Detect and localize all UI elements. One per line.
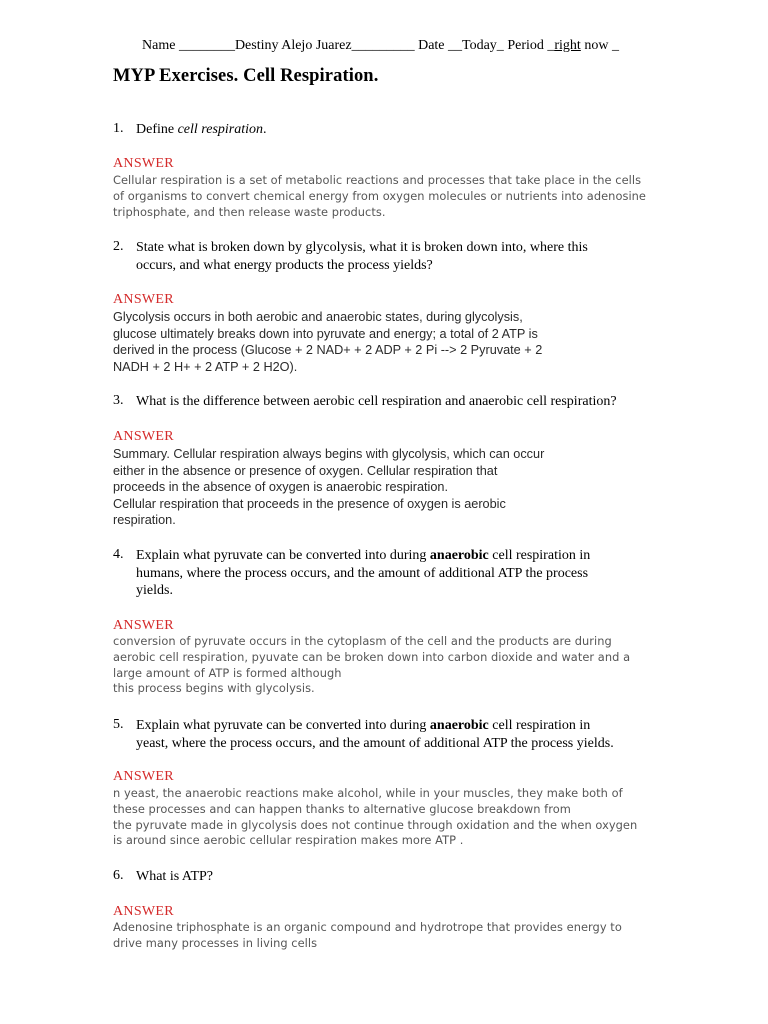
answer-line: of organisms to convert chemical energy from oxygen molecules or nutrients into adenosine xyxy=(113,188,646,203)
question-line: occurs, and what energy products the process yields? xyxy=(136,257,433,273)
answer-line: triphosphate, and then release waste products. xyxy=(113,204,386,219)
answer-text xyxy=(113,920,622,952)
question-text xyxy=(136,121,267,139)
question-number: 5. xyxy=(113,717,124,732)
name-blank-after: _________ xyxy=(351,38,415,53)
answer-line: large amount of ATP is formed although xyxy=(113,665,342,680)
question-line: State what is broken down by glycolysis, what it is broken down into, where this xyxy=(136,240,588,255)
question-text-part: Explain what pyruvate can be converted into during xyxy=(136,718,430,733)
answer-label: ANSWER xyxy=(113,769,174,784)
question-text-part: cell respiration in xyxy=(488,718,591,733)
answer-label: ANSWER xyxy=(113,429,174,444)
question-text xyxy=(136,547,590,600)
answer-text xyxy=(113,786,637,849)
question-line: yields. xyxy=(136,583,173,598)
question-number: 3. xyxy=(113,393,124,408)
answer-text xyxy=(113,309,542,375)
period-pre: _ xyxy=(547,38,555,53)
answer-text xyxy=(113,173,646,220)
question-line: yeast, where the process occurs, and the amount of additional ATP the process yields. xyxy=(136,735,614,751)
answer-line: Cellular respiration that proceeds in the presence of oxygen is aerobic xyxy=(113,496,506,511)
student-name: Destiny Alejo Juarez xyxy=(234,38,352,53)
question-text-part: Explain what pyruvate can be converted into during xyxy=(136,548,430,563)
answer-line: Glycolysis occurs in both aerobic and anaerobic states, during glycolysis, xyxy=(113,310,523,324)
question-text-part: cell respiration in xyxy=(488,548,591,563)
name-blank-before: ________ xyxy=(178,38,235,53)
question-text xyxy=(136,717,614,752)
answer-line: Summary. Cellular respiration always begins with glycolysis, which can occur xyxy=(113,447,545,461)
answer-label: ANSWER xyxy=(113,292,174,307)
date-label: Date xyxy=(418,38,445,53)
question-text-part: Define xyxy=(136,122,178,137)
answer-line: conversion of pyruvate occurs in the cytoplasm of the cell and the products are during xyxy=(113,634,612,648)
date-value: __Today_ xyxy=(448,38,504,53)
answer-line: NADH + 2 H+ + 2 ATP + 2 H2O). xyxy=(113,359,298,374)
question-number: 1. xyxy=(113,121,124,136)
answer-line: aerobic cell respiration, pyuvate can be broken down into carbon dioxide and water and a xyxy=(113,649,631,664)
answer-line: glucose ultimately breaks down into pyruvate and energy; a total of 2 ATP is xyxy=(113,326,538,341)
question-bold-term: anaerobic xyxy=(429,718,489,733)
period-value: right xyxy=(554,38,581,53)
answer-line: respiration. xyxy=(113,513,176,527)
answer-text xyxy=(113,446,544,529)
question-emphasis: cell respiration xyxy=(177,122,264,137)
answer-line: Adenosine triphosphate is an organic compound and hydrotrope that provides energy to xyxy=(113,920,622,934)
question-text: What is ATP? xyxy=(136,869,213,884)
answer-line: these processes and can happen thanks to alternative glucose breakdown from xyxy=(113,801,571,816)
answer-label: ANSWER xyxy=(113,156,174,171)
name-label: Name xyxy=(142,38,176,53)
answer-line: proceeds in the absence of oxygen is anaerobic respiration. xyxy=(113,480,449,494)
answer-line: the pyruvate made in glycolysis does not continue through oxidation and the when oxygen xyxy=(113,817,638,832)
answer-label: ANSWER xyxy=(113,904,174,919)
period-post: now _ xyxy=(580,38,619,53)
answer-line: Cellular respiration is a set of metabolic reactions and processes that take place in the cells xyxy=(113,173,642,187)
answer-text xyxy=(113,634,630,697)
answer-line: drive many processes in living cells xyxy=(113,935,318,950)
answer-line: derived in the process (Glucose + 2 NAD+ + 2 ADP + 2 Pi --> 2 Pyruvate + 2 xyxy=(113,343,543,357)
page-title: MYP Exercises. Cell Respiration. xyxy=(113,66,379,86)
question-bold-term: anaerobic xyxy=(429,548,489,563)
question-number: 4. xyxy=(113,547,124,562)
answer-label: ANSWER xyxy=(113,618,174,633)
question-text-part: . xyxy=(263,122,267,137)
question-line: humans, where the process occurs, and the amount of additional ATP the process xyxy=(136,565,589,581)
student-info-line xyxy=(142,38,619,54)
question-number: 6. xyxy=(113,868,124,883)
question-text: What is the difference between aerobic cell respiration and anaerobic cell respiration? xyxy=(136,394,617,409)
answer-line: is around since aerobic cellular respiration makes more ATP . xyxy=(113,833,464,848)
answer-line: this process begins with glycolysis. xyxy=(113,681,315,696)
answer-line: n yeast, the anaerobic reactions make alcohol, while in your muscles, they make both of xyxy=(113,786,623,800)
question-line xyxy=(136,717,614,735)
question-text xyxy=(136,239,588,274)
answer-line: either in the absence or presence of oxygen. Cellular respiration that xyxy=(113,463,498,478)
question-line xyxy=(136,547,590,565)
question-number: 2. xyxy=(113,239,124,254)
period-label: Period xyxy=(507,38,544,53)
